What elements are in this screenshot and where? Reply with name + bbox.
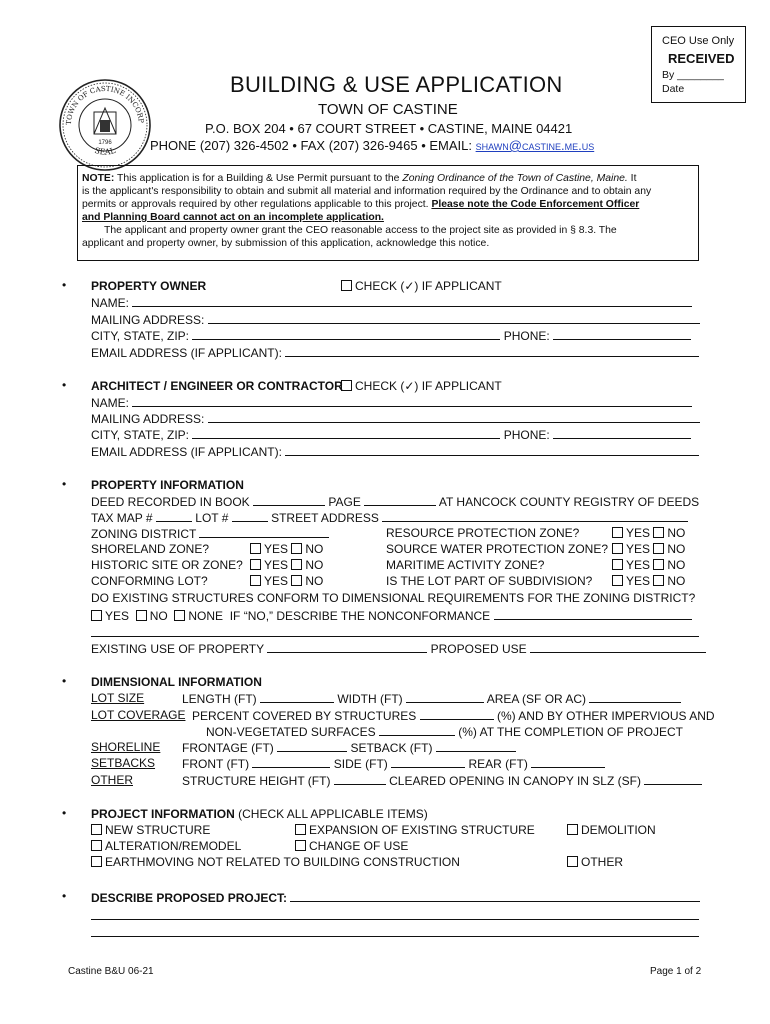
existing-use-label: EXISTING USE OF PROPERTY (91, 642, 264, 656)
zoning-field[interactable] (199, 526, 329, 538)
subdivision-yes-checkbox[interactable] (612, 575, 623, 586)
architect-mailing-label: MAILING ADDRESS: (91, 412, 205, 426)
checkbox[interactable] (567, 856, 578, 867)
no-label: NO (305, 542, 324, 556)
historic-label: HISTORIC SITE OR ZONE? (91, 558, 243, 572)
if-no-label: IF “NO,” DESCRIBE THE NONCONFORMANCE (229, 609, 491, 623)
no-label: NO (667, 558, 686, 572)
received-stamp: RECEIVED (668, 51, 735, 66)
shoreland-label: SHORELAND ZONE? (91, 542, 210, 556)
street-label: STREET ADDRESS (271, 511, 379, 525)
project-info-note: (CHECK ALL APPLICABLE ITEMS) (234, 807, 428, 821)
source-water-no-checkbox[interactable] (653, 543, 664, 554)
subdivision-label: IS THE LOT PART OF SUBDIVISION? (386, 574, 593, 588)
seal-year: 1796 (98, 140, 112, 146)
checkbox[interactable] (341, 280, 352, 291)
side-label: SIDE (FT) (333, 757, 388, 771)
demolition-option[interactable] (567, 823, 656, 837)
zoning-row (91, 526, 329, 541)
note-text-3b: Please note the Code Enforcement Officer (431, 199, 640, 210)
deed-page-label: PAGE (328, 495, 361, 509)
owner-mailing-field[interactable] (208, 312, 700, 324)
cleared-label: CLEARED OPENING IN CANOPY IN SLZ (SF) (389, 774, 641, 788)
no-label: NO (667, 542, 686, 556)
non-veg-field[interactable] (379, 724, 455, 736)
yes-label: YES (626, 574, 651, 588)
seal-top-text: TOWN OF CASTINE INCORP (64, 84, 146, 126)
resource-no-checkbox[interactable] (653, 527, 664, 538)
owner-applicant-check[interactable] (341, 279, 502, 293)
project-info-heading: PROJECT INFORMATION (91, 807, 235, 821)
owner-email-label: EMAIL ADDRESS (IF APPLICANT): (91, 346, 282, 360)
lot-coverage-label: LOT COVERAGE (91, 708, 186, 722)
existing-yes-checkbox[interactable] (91, 610, 102, 621)
architect-heading: ARCHITECT / ENGINEER OR CONTRACTOR (91, 379, 343, 393)
describe-field-2[interactable] (91, 919, 699, 920)
ceo-box-title: CEO Use Only (662, 35, 735, 47)
owner-name-row (91, 295, 692, 310)
note-line-1 (82, 172, 636, 185)
lot-size-row (182, 691, 681, 706)
no-label: NO (667, 526, 686, 540)
owner-name-field[interactable] (132, 295, 692, 307)
owner-mailing-row (91, 312, 700, 327)
owner-phone-label: PHONE: (503, 329, 550, 343)
yes-label: YES (626, 526, 651, 540)
setbacks-row (182, 756, 605, 771)
non-veg-row (206, 724, 683, 739)
shoreland-no-checkbox[interactable] (291, 543, 302, 554)
town-seal-logo (58, 78, 152, 172)
alteration-option[interactable] (91, 839, 241, 853)
architect-email-field[interactable] (285, 444, 699, 456)
expansion-label: EXPANSION OF EXISTING STRUCTURE (309, 823, 535, 837)
architect-mailing-row (91, 411, 700, 426)
nonconformance-row (91, 608, 692, 623)
owner-email-field[interactable] (285, 345, 699, 357)
architect-phone-field[interactable] (553, 427, 691, 439)
new-structure-label: NEW STRUCTURE (105, 823, 211, 837)
architect-email-label: EMAIL ADDRESS (IF APPLICANT): (91, 445, 282, 459)
bullet: • (62, 806, 67, 820)
note-label: NOTE: (82, 173, 115, 184)
shoreland-options (250, 542, 323, 556)
proposed-use-field[interactable] (530, 641, 706, 653)
town-address: P.O. BOX 204 • 67 COURT STREET • CASTINE, MAINE 04421 (205, 121, 573, 136)
deed-row (91, 494, 699, 509)
owner-mailing-label: MAILING ADDRESS: (91, 313, 205, 327)
architect-name-field[interactable] (132, 395, 692, 407)
source-water-label: SOURCE WATER PROTECTION ZONE? (386, 542, 609, 556)
frontage-label: FRONTAGE (FT) (182, 741, 274, 755)
source-water-options (612, 542, 685, 556)
setbacks-label: SETBACKS (91, 756, 156, 770)
deed-book-label: DEED RECORDED IN BOOK (91, 495, 250, 509)
resource-yes-checkbox[interactable] (612, 527, 623, 538)
earthmoving-label: EARTHMOVING NOT RELATED TO BUILDING CONSTRUCTION (105, 855, 460, 869)
lot-coverage-row (192, 708, 715, 723)
no-label: NO (305, 574, 324, 588)
checkbox[interactable] (341, 380, 352, 391)
deed-book-field[interactable] (253, 494, 325, 506)
property-owner-heading: PROPERTY OWNER (91, 279, 207, 293)
existing-no-checkbox[interactable] (136, 610, 147, 621)
architect-email-row (91, 444, 699, 459)
earthmoving-option[interactable] (91, 855, 460, 869)
owner-phone-field[interactable] (553, 328, 691, 340)
yes-label: YES (264, 558, 289, 572)
lot-size-label: LOT SIZE (91, 691, 145, 705)
change-use-option[interactable] (295, 839, 408, 853)
architect-check-label: CHECK (✓) IF APPLICANT (355, 379, 502, 393)
rear-label: REAR (FT) (468, 757, 528, 771)
street-field[interactable] (382, 510, 688, 522)
bullet: • (62, 889, 67, 903)
page-number: Page 1 of 2 (650, 966, 702, 977)
length-field[interactable] (260, 691, 334, 703)
owner-city-label: CITY, STATE, ZIP: (91, 329, 190, 343)
owner-city-field[interactable] (192, 328, 500, 340)
form-id: Castine B&U 06-21 (68, 966, 154, 977)
seal-graphic (58, 78, 152, 172)
bullet: • (62, 477, 67, 491)
page-title: BUILDING & USE APPLICATION (230, 72, 563, 97)
architect-city-field[interactable] (192, 427, 500, 439)
checkbox[interactable] (91, 856, 102, 867)
bullet: • (62, 278, 67, 292)
setback-label: SETBACK (FT) (350, 741, 433, 755)
architect-name-label: NAME: (91, 396, 130, 410)
subdivision-options (612, 574, 685, 588)
checkbox[interactable] (295, 824, 306, 835)
seal-bottom-text: SEAL (93, 145, 117, 157)
owner-email-row (91, 345, 699, 360)
registry-label: AT HANCOCK COUNTY REGISTRY OF DEEDS (438, 495, 700, 509)
front-field[interactable] (252, 756, 330, 768)
architect-city-row (91, 427, 691, 442)
conforming-no-checkbox[interactable] (291, 575, 302, 586)
note-text-1a: This application is for a Building & Use Permit pursuant to the (114, 173, 403, 184)
shoreland-yes-checkbox[interactable] (250, 543, 261, 554)
yes-label: YES (264, 542, 289, 556)
owner-city-row (91, 328, 691, 343)
bullet: • (62, 378, 67, 392)
architect-city-label: CITY, STATE, ZIP: (91, 428, 190, 442)
conforming-yes-checkbox[interactable] (250, 575, 261, 586)
existing-none-checkbox[interactable] (174, 610, 185, 621)
proposed-use-label: PROPOSED USE (430, 642, 527, 656)
yes-label: YES (264, 574, 289, 588)
rear-field[interactable] (531, 756, 605, 768)
yes-label: YES (105, 609, 130, 623)
side-field[interactable] (391, 756, 465, 768)
existing-use-field[interactable] (267, 641, 427, 653)
describe-field-3[interactable] (91, 936, 699, 937)
architect-phone-label: PHONE: (503, 428, 550, 442)
owner-check-label: CHECK (✓) IF APPLICANT (355, 279, 502, 293)
use-row (91, 641, 706, 656)
alteration-label: ALTERATION/REMODEL (105, 839, 242, 853)
other-label: OTHER (91, 773, 133, 787)
yes-label: YES (626, 542, 651, 556)
historic-no-checkbox[interactable] (291, 559, 302, 570)
percent-covered-field[interactable] (420, 708, 494, 720)
checkbox[interactable] (91, 840, 102, 851)
note-line-3 (82, 198, 639, 211)
subdivision-no-checkbox[interactable] (653, 575, 664, 586)
height-label: STRUCTURE HEIGHT (FT) (182, 774, 331, 788)
maritime-yes-checkbox[interactable] (612, 559, 623, 570)
checkbox[interactable] (567, 824, 578, 835)
frontage-field[interactable] (277, 740, 347, 752)
note-text-1b: Zoning Ordinance of the Town of Castine, Maine. (402, 173, 628, 184)
tax-map-row (91, 510, 688, 525)
none-label: NONE (188, 609, 224, 623)
lot-label: LOT # (195, 511, 229, 525)
no-label: NO (149, 609, 168, 623)
existing-structures-question: DO EXISTING STRUCTURES CONFORM TO DIMENSIONAL REQUIREMENTS FOR THE ZONING DISTRICT? (91, 591, 696, 605)
deed-page-field[interactable] (364, 494, 436, 506)
height-field[interactable] (334, 773, 386, 785)
demolition-label: DEMOLITION (581, 823, 656, 837)
new-structure-option[interactable] (91, 823, 210, 837)
shoreline-label: SHORELINE (91, 740, 161, 754)
notice-box (77, 165, 699, 261)
note-line-2: is the applicant's responsibility to obtain and submit all material and information required by the Ordinance and to obtain any (82, 186, 652, 197)
no-label: NO (667, 574, 686, 588)
owner-name-label: NAME: (91, 296, 130, 310)
tax-map-label: TAX MAP # (91, 511, 153, 525)
expansion-option[interactable] (295, 823, 535, 837)
nonconformance-line-2[interactable] (91, 636, 699, 637)
note-line-4: and Planning Board cannot act on an incomplete application. (82, 212, 384, 223)
resource-label: RESOURCE PROTECTION ZONE? (386, 526, 580, 540)
describe-field-1[interactable] (290, 890, 700, 902)
ceo-by-field[interactable]: By ________ (662, 69, 724, 81)
contact-text: PHONE (207) 326-4502 • FAX (207) 326-9465 • EMAIL: (150, 138, 476, 153)
lot-field[interactable] (232, 510, 268, 522)
note-line-6: applicant and property owner, by submission of this application, acknowledge this notice. (82, 238, 490, 249)
shoreline-row (182, 740, 516, 755)
area-field[interactable] (589, 691, 681, 703)
nonconformance-field[interactable] (494, 608, 692, 620)
email-link[interactable]: shawn@castine.me.us (475, 138, 595, 153)
width-field[interactable] (406, 691, 484, 703)
no-label: NO (305, 558, 324, 572)
historic-yes-checkbox[interactable] (250, 559, 261, 570)
note-line-5: The applicant and property owner grant the CEO reasonable access to the project site as provided in § 8.3. The (104, 225, 617, 236)
architect-mailing-field[interactable] (208, 411, 700, 423)
conforming-options (250, 574, 323, 588)
percent-covered-label: PERCENT COVERED BY STRUCTURES (192, 709, 417, 723)
ceo-use-only-box (651, 26, 746, 103)
checkbox[interactable] (295, 840, 306, 851)
town-contact (150, 138, 594, 153)
historic-options (250, 558, 323, 572)
yes-label: YES (626, 558, 651, 572)
maritime-options (612, 558, 685, 572)
property-info-heading: PROPERTY INFORMATION (91, 478, 244, 492)
width-label: WIDTH (FT) (337, 692, 403, 706)
other-project-label: OTHER (581, 855, 623, 869)
ceo-date-field[interactable]: Date (662, 83, 685, 95)
architect-name-row (91, 395, 692, 410)
front-label: FRONT (FT) (182, 757, 250, 771)
describe-heading: DESCRIBE PROPOSED PROJECT: (91, 891, 288, 905)
svg-text:TOWN OF CASTINE INCORPORATED (58, 78, 145, 125)
project-info-heading-row (91, 807, 428, 821)
dimensional-heading: DIMENSIONAL INFORMATION (91, 675, 262, 689)
architect-applicant-check[interactable] (341, 379, 502, 393)
setback-field[interactable] (436, 740, 516, 752)
note-text-3a: permits or approvals required by other regulations applicable to this project. (82, 199, 432, 210)
maritime-no-checkbox[interactable] (653, 559, 664, 570)
and-other-label: (%) AND BY OTHER IMPERVIOUS AND (496, 709, 715, 723)
maritime-label: MARITIME ACTIVITY ZONE? (386, 558, 545, 572)
length-label: LENGTH (FT) (182, 692, 257, 706)
town-name: TOWN OF CASTINE (318, 101, 458, 118)
svg-text:SEAL (93, 146, 117, 157)
tax-map-field[interactable] (156, 510, 192, 522)
at-completion-label: (%) AT THE COMPLETION OF PROJECT (458, 725, 683, 739)
cleared-field[interactable] (644, 773, 702, 785)
bullet: • (62, 674, 67, 688)
checkbox[interactable] (91, 824, 102, 835)
area-label: AREA (SF OR AC) (486, 692, 587, 706)
other-row (182, 773, 702, 788)
describe-heading-row (91, 890, 700, 905)
other-option[interactable] (567, 855, 623, 869)
change-use-label: CHANGE OF USE (309, 839, 409, 853)
note-text-1c: It (627, 173, 637, 184)
zoning-label: ZONING DISTRICT (91, 527, 197, 541)
resource-options (612, 526, 685, 540)
conforming-label: CONFORMING LOT? (91, 574, 208, 588)
non-veg-label: NON-VEGETATED SURFACES (206, 725, 376, 739)
source-water-yes-checkbox[interactable] (612, 543, 623, 554)
